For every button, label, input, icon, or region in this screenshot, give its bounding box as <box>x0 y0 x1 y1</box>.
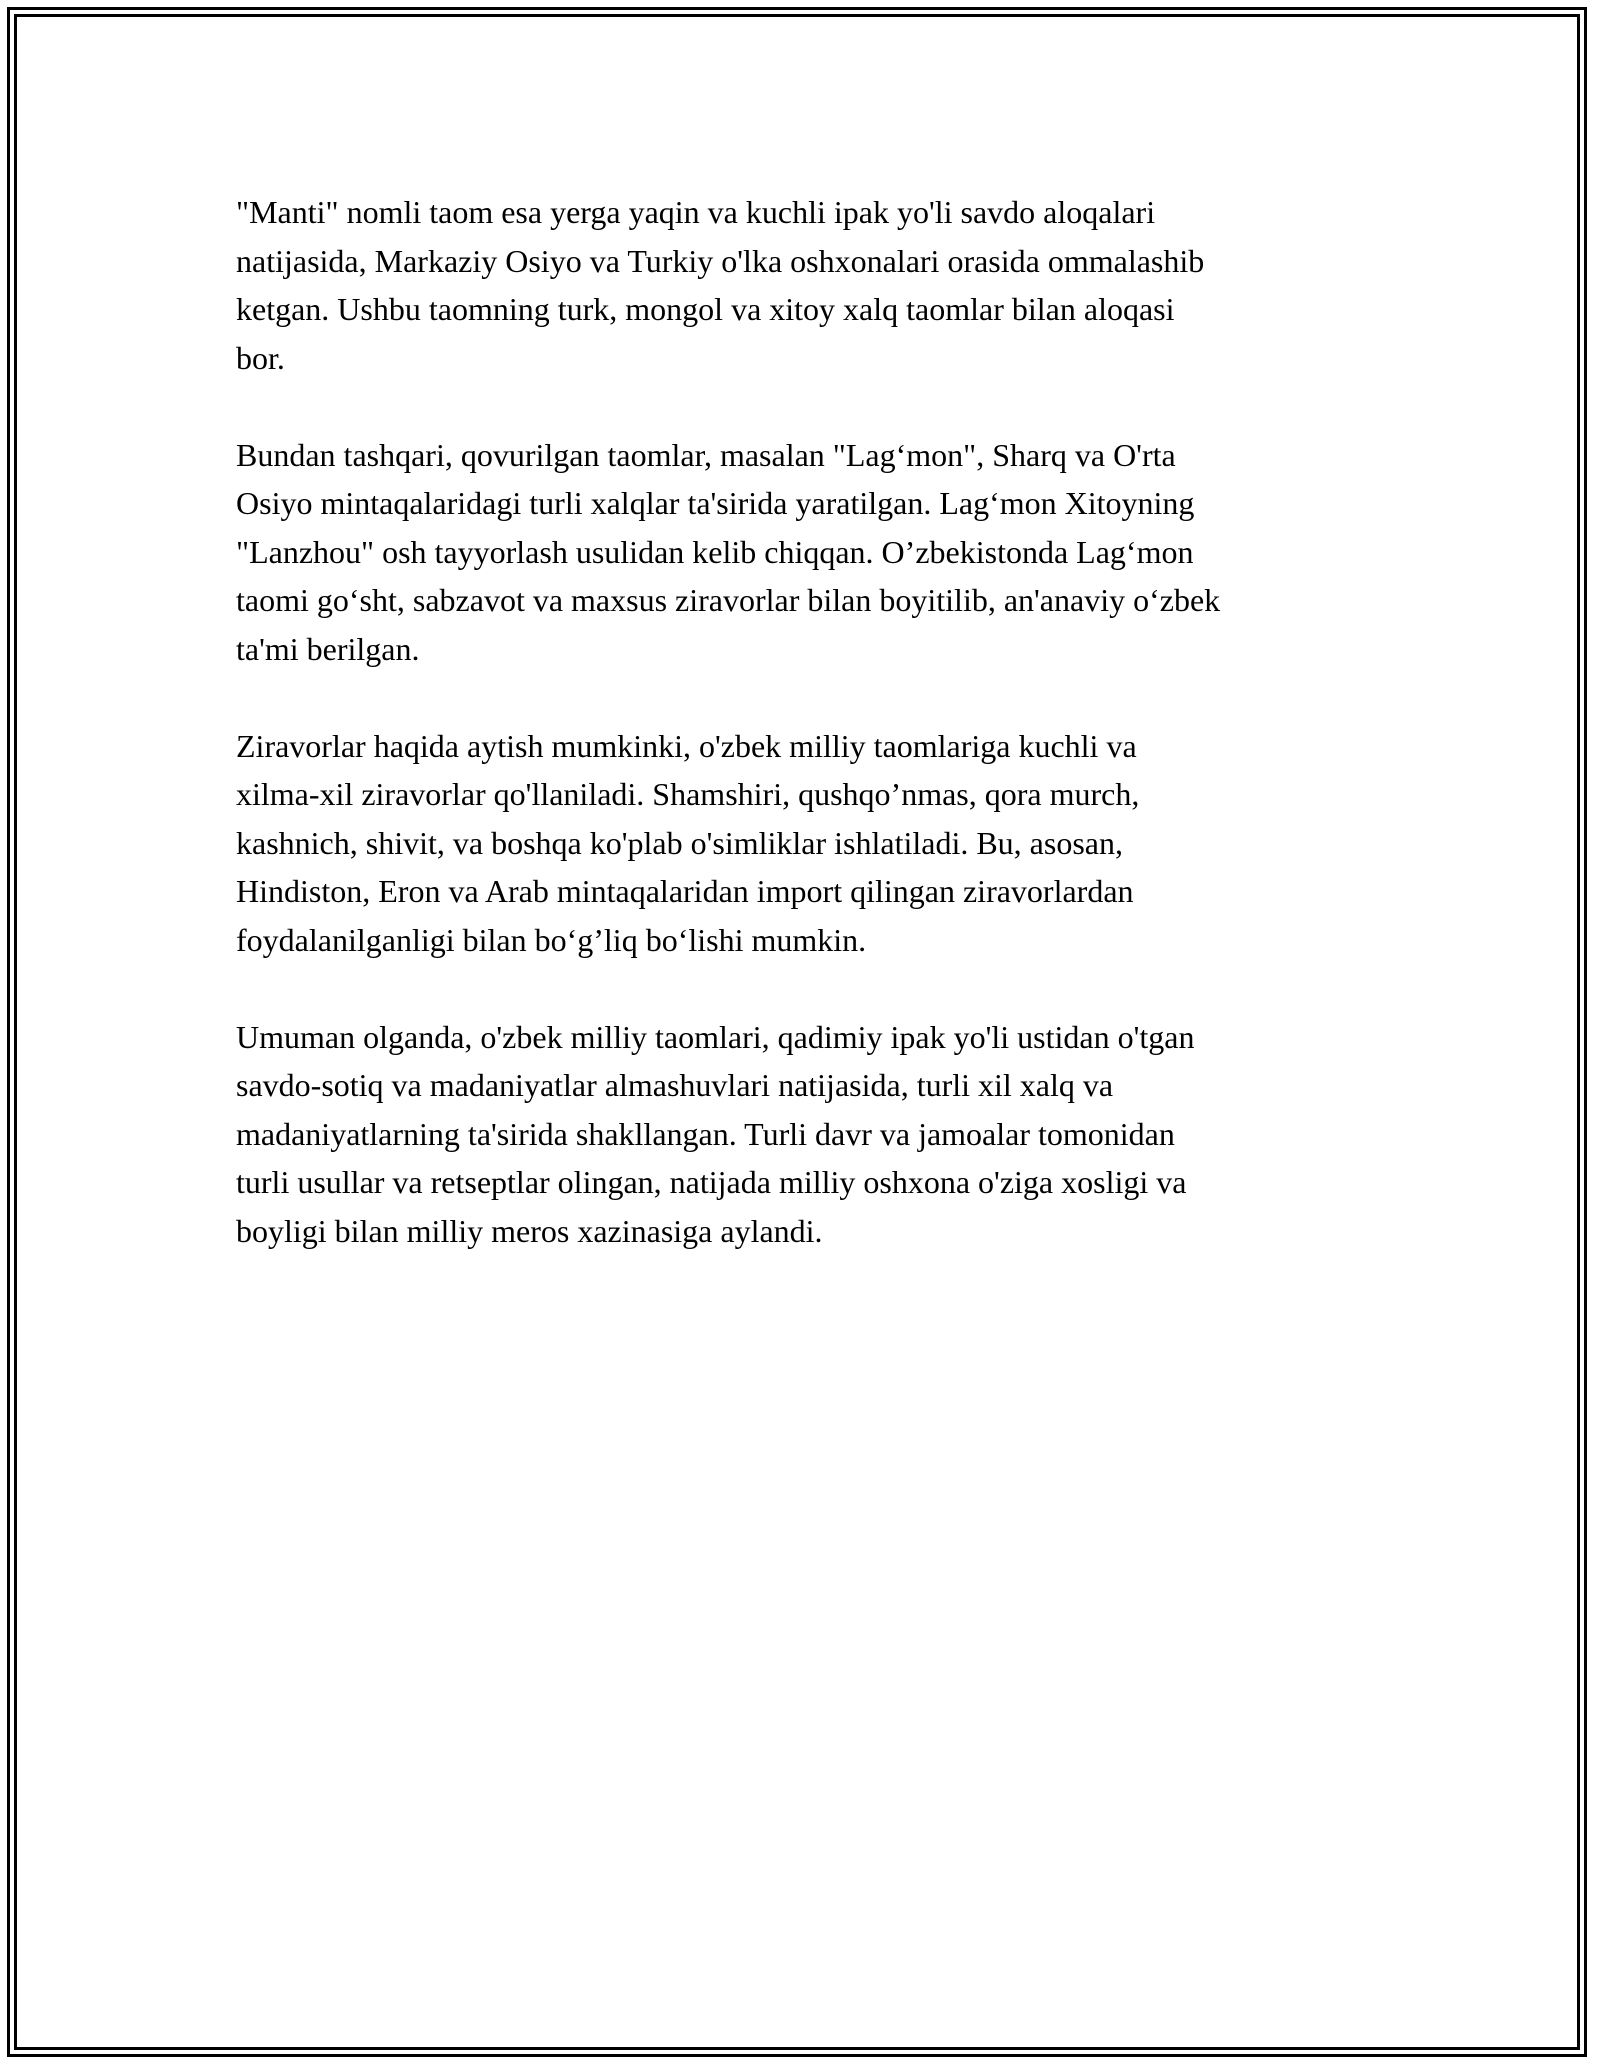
document-body <box>236 188 1376 1304</box>
paragraph-manti: "Manti" nomli taom esa yerga yaqin va kuchli ipak yo'li savdo aloqalari natijasida, Markaziy Osiyo va Turkiy o'lka oshxonalari orasida ommalashib ketgan. Ushbu taomning turk, mongol va xitoy xalq taomlar bilan aloqasi bor. <box>236 194 1205 376</box>
paragraph-umuman: Umuman olganda, o'zbek milliy taomlari, qadimiy ipak yo'li ustidan o'tgan savdo-sotiq va madaniyatlar almashuvlari natijasida, turli xil xalq va madaniyatlarning ta'sirida shakllangan. Turli davr va jamoalar tomonidan turli usullar va retseptlar olingan, natijada milliy oshxona o'ziga xosligi va boyligi bilan milliy meros xazinasiga aylandi. <box>236 1018 1195 1249</box>
paragraph-ziravorlar: Ziravorlar haqida aytish mumkinki, o'zbek milliy taomlariga kuchli va xilma-xil ziravorlar qo'llaniladi. Shamshiri, qushqo’nmas, qora murch, kashnich, shivit, va boshqa ko'plab o'simliklar ishlatiladi. Bu, asosan, Hindiston, Eron va Arab mintaqalaridan import qilingan ziravorlardan foydalanilganligi bilan bo‘g’liq bo‘lishi mumkin. <box>236 727 1140 958</box>
paragraph-lagmon: Bundan tashqari, qovurilgan taomlar, masalan "Lag‘mon", Sharq va O'rta Osiyo mintaqalaridagi turli xalqlar ta'sirida yaratilgan. Lag‘mon Xitoyning "Lanzhou" osh tayyorlash usulidan kelib chiqqan. O’zbekistonda Lag‘mon taomi go‘sht, sabzavot va maxsus ziravorlar bilan boyitilib, an'anaviy o‘zbek ta'mi berilgan. <box>236 436 1221 667</box>
